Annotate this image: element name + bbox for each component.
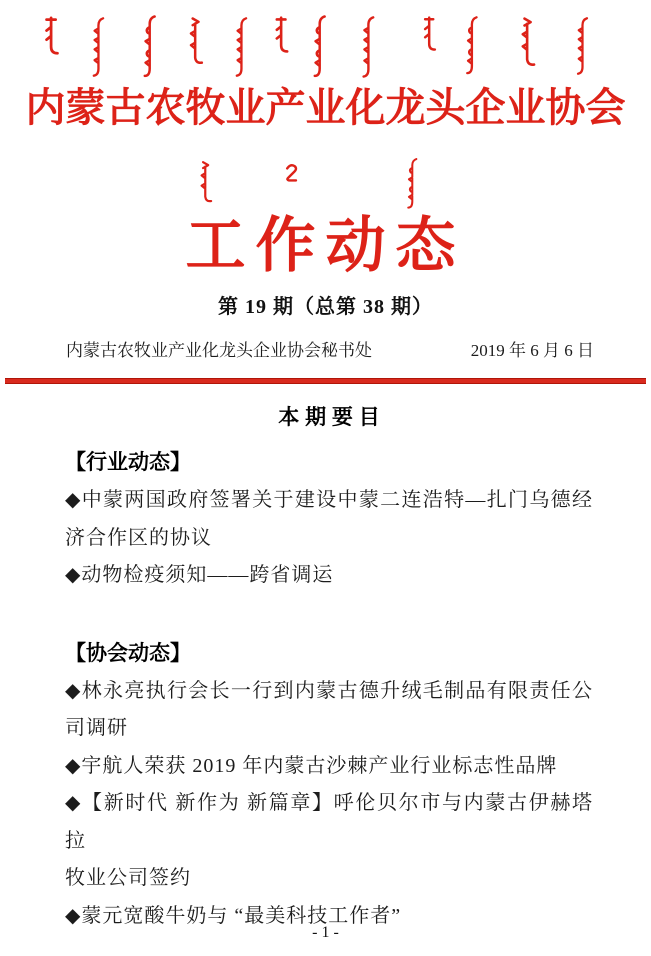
toc-section-industry [65, 444, 593, 595]
publisher: 内蒙古农牧业产业化龙头企业协会秘书处 [66, 341, 372, 360]
mongolian-script-row-small-icon [0, 156, 651, 212]
mongolian-script-row-icon [0, 14, 651, 80]
issue-number: 第 19 期（总第 38 期） [218, 296, 433, 318]
bulletin-title: 工作动态 [185, 213, 466, 279]
publisher-row [0, 338, 651, 364]
toc-item-line: ◆动物检疫须知——跨省调运 [65, 564, 334, 586]
divider-rule [5, 378, 646, 384]
toc-item-line: 济合作区的协议 [65, 526, 212, 549]
toc-item-line: ◆【新时代 新作为 新篇章】呼伦贝尔市与内蒙古伊赫塔拉 [65, 792, 593, 852]
issue-date: 2019 年 6 月 6 日 [470, 341, 594, 360]
section-title: 【行业动态】 [65, 451, 191, 474]
toc-section-association [65, 635, 593, 936]
table-of-contents [0, 404, 651, 935]
toc-item-line: ◆宇航人荣获 2019 年内蒙古沙棘产业行业标志性品牌 [65, 754, 558, 777]
toc-heading: 本 期 要 目 [278, 406, 380, 429]
toc-item-line: ◆中蒙两国政府签署关于建设中蒙二连浩特—扎门乌德经 [65, 489, 593, 511]
toc-item-line: ◆蒙元宽酸牛奶与 “最美科技工作者” [65, 904, 402, 927]
toc-item-line: ◆林永亮执行会长一行到内蒙古德升绒毛制品有限责任公 [65, 679, 593, 702]
org-title: 内蒙古农牧业产业化龙头企业协会 [25, 85, 626, 130]
toc-item-line: 牧业公司签约 [65, 867, 191, 889]
page-number: - 1 - [312, 924, 339, 941]
section-title: 【协会动态】 [65, 641, 191, 665]
toc-item-line: 司调研 [65, 717, 128, 739]
